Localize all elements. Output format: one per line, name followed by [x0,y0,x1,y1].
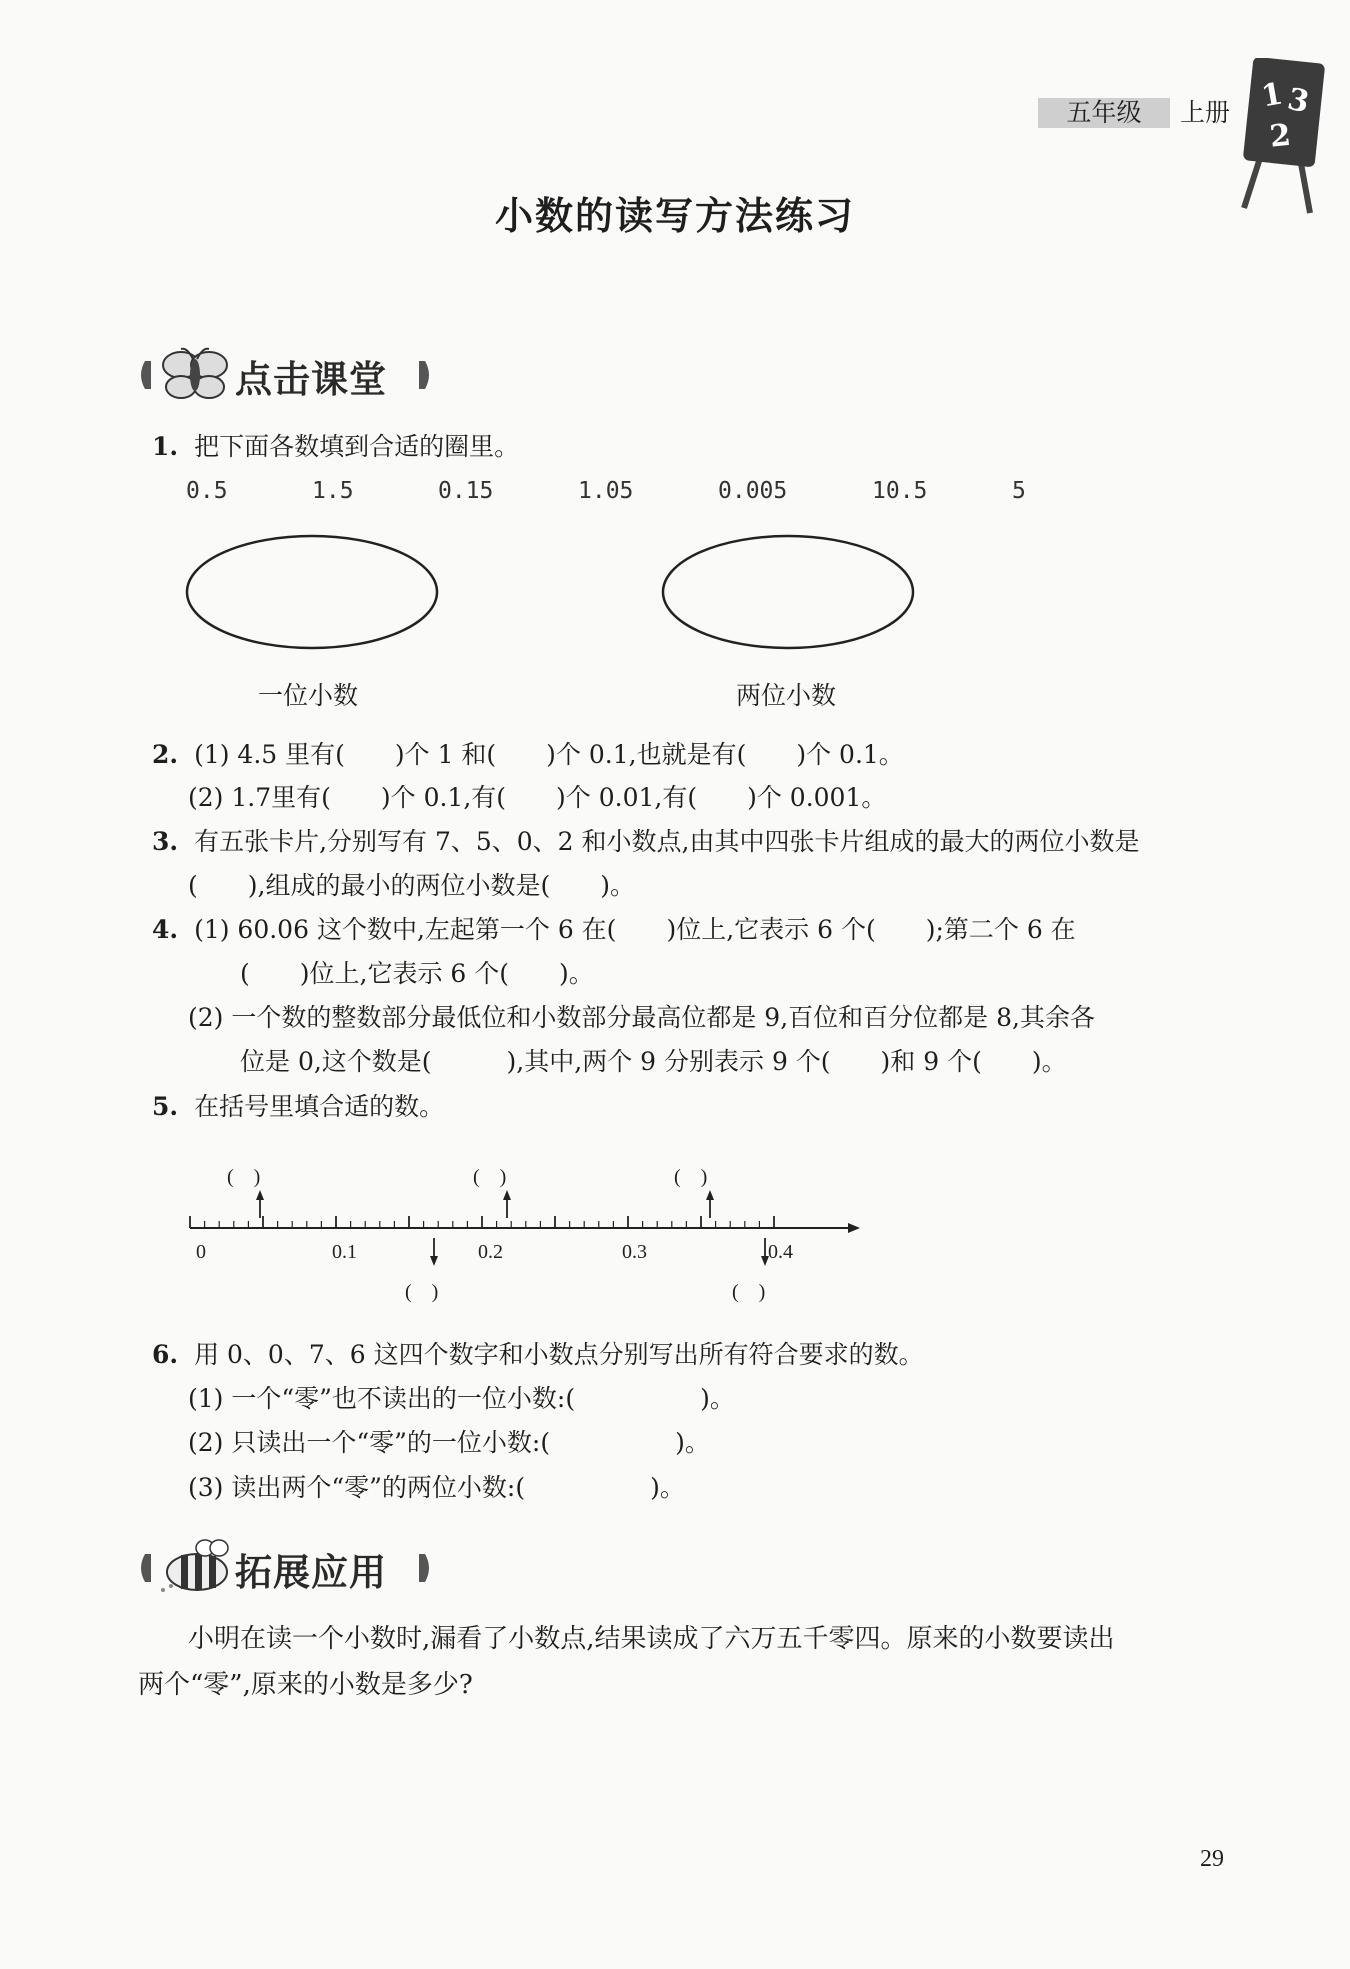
answer-blank-above-1[interactable]: ( ) [227,1166,261,1188]
arrow-up-icon [706,1190,714,1218]
question-2 [152,738,904,772]
two-decimal-circle[interactable] [663,536,913,648]
question-text: 在括号里填合适的数。 [194,1092,445,1121]
one-decimal-circle[interactable] [187,536,437,648]
question-number: 4. [152,915,179,944]
number-item: 1.05 [578,478,634,504]
page-title: 小数的读写方法练习 [494,194,855,238]
volume-label: 上册 [1180,98,1231,127]
number-line-ticks [190,1216,774,1228]
number-line [180,1180,860,1280]
section-heading-classroom [135,345,435,405]
number-item: 0.15 [438,478,494,504]
question-6-part-3: (3) 读出两个“零”的两位小数:( )。 [188,1473,685,1502]
question-text: 用 0、0、7、6 这四个数字和小数点分别写出所有符合要求的数。 [194,1340,924,1369]
grade-label: 五年级 [1038,98,1170,128]
word-problem-line-2: 两个“零”,原来的小数是多少? [138,1670,473,1700]
question-6 [152,1338,924,1372]
number-item: 0.5 [186,478,228,504]
badge-digit-1: 1 [1258,76,1286,115]
question-number: 5. [152,1092,179,1121]
axis-label-0.1: 0.1 [332,1241,357,1263]
axis-label-0.3: 0.3 [622,1241,647,1263]
number-item: 0.005 [718,478,788,504]
question-line: (1) 60.06 这个数中,左起第一个 6 在( )位上,它表示 6 个( );第二个 6 在 [194,915,1076,944]
question-line: (2) 1.7里有( )个 0.1,有( )个 0.01,有( )个 0.001。 [188,783,887,812]
question-line: (1) 4.5 里有( )个 1 和( )个 0.1,也就是有( )个 0.1。 [194,740,904,769]
number-list [0,478,1350,512]
arrow-up-icon [503,1190,511,1218]
badge-digit-3: 3 [1284,81,1313,121]
arrow-down-icon [430,1238,438,1266]
answer-blank-above-2[interactable]: ( ) [473,1166,507,1188]
arrow-up-icon [256,1190,264,1218]
question-number: 2. [152,740,179,769]
question-text: 把下面各数填到合适的圈里。 [194,432,520,461]
section-heading-label: 点击课堂 [235,358,387,401]
number-item: 1.5 [312,478,354,504]
number-item: 5 [1012,478,1026,504]
question-number: 6. [152,1340,179,1369]
one-decimal-label: 一位小数 [258,681,359,710]
answer-blank-below-2[interactable]: ( ) [732,1281,766,1303]
answer-blank-above-3[interactable]: ( ) [674,1166,708,1188]
question-number: 1. [152,432,179,461]
section-heading-label: 拓展应用 [235,1551,387,1594]
question-line: 位是 0,这个数是( ),其中,两个 9 分别表示 9 个( )和 9 个( )。 [240,1047,1067,1076]
question-line: (2) 一个数的整数部分最低位和小数部分最高位都是 9,百位和百分位都是 8,其余各 [188,1003,1095,1032]
axis-label-0: 0 [196,1241,206,1263]
question-line: ( ),组成的最小的两位小数是( )。 [188,871,635,900]
axis-label-0.4: 0.4 [768,1241,793,1263]
axis-label-0.2: 0.2 [478,1241,503,1263]
question-5 [152,1090,444,1124]
question-line: ( )位上,它表示 6 个( )。 [240,959,594,988]
word-problem-line-1: 小明在读一个小数时,漏看了小数点,结果读成了六万五千零四。原来的小数要读出 [188,1624,1115,1654]
answer-blank-below-1[interactable]: ( ) [405,1281,439,1303]
question-line: 有五张卡片,分别写有 7、5、0、2 和小数点,由其中四张卡片组成的最大的两位小数是 [194,827,1140,856]
question-1 [152,430,519,464]
question-6-part-1: (1) 一个“零”也不读出的一位小数:( )。 [188,1384,735,1413]
section-heading-extension [135,1538,435,1598]
question-6-part-2: (2) 只读出一个“零”的一位小数:( )。 [188,1428,710,1457]
question-number: 3. [152,827,179,856]
two-decimal-label: 两位小数 [736,681,837,710]
badge-digit-2: 2 [1268,117,1293,155]
question-3 [152,825,1139,859]
question-4 [152,913,1076,947]
sorting-circles [180,530,940,660]
number-item: 10.5 [872,478,928,504]
page-number: 29 [1200,1846,1224,1872]
